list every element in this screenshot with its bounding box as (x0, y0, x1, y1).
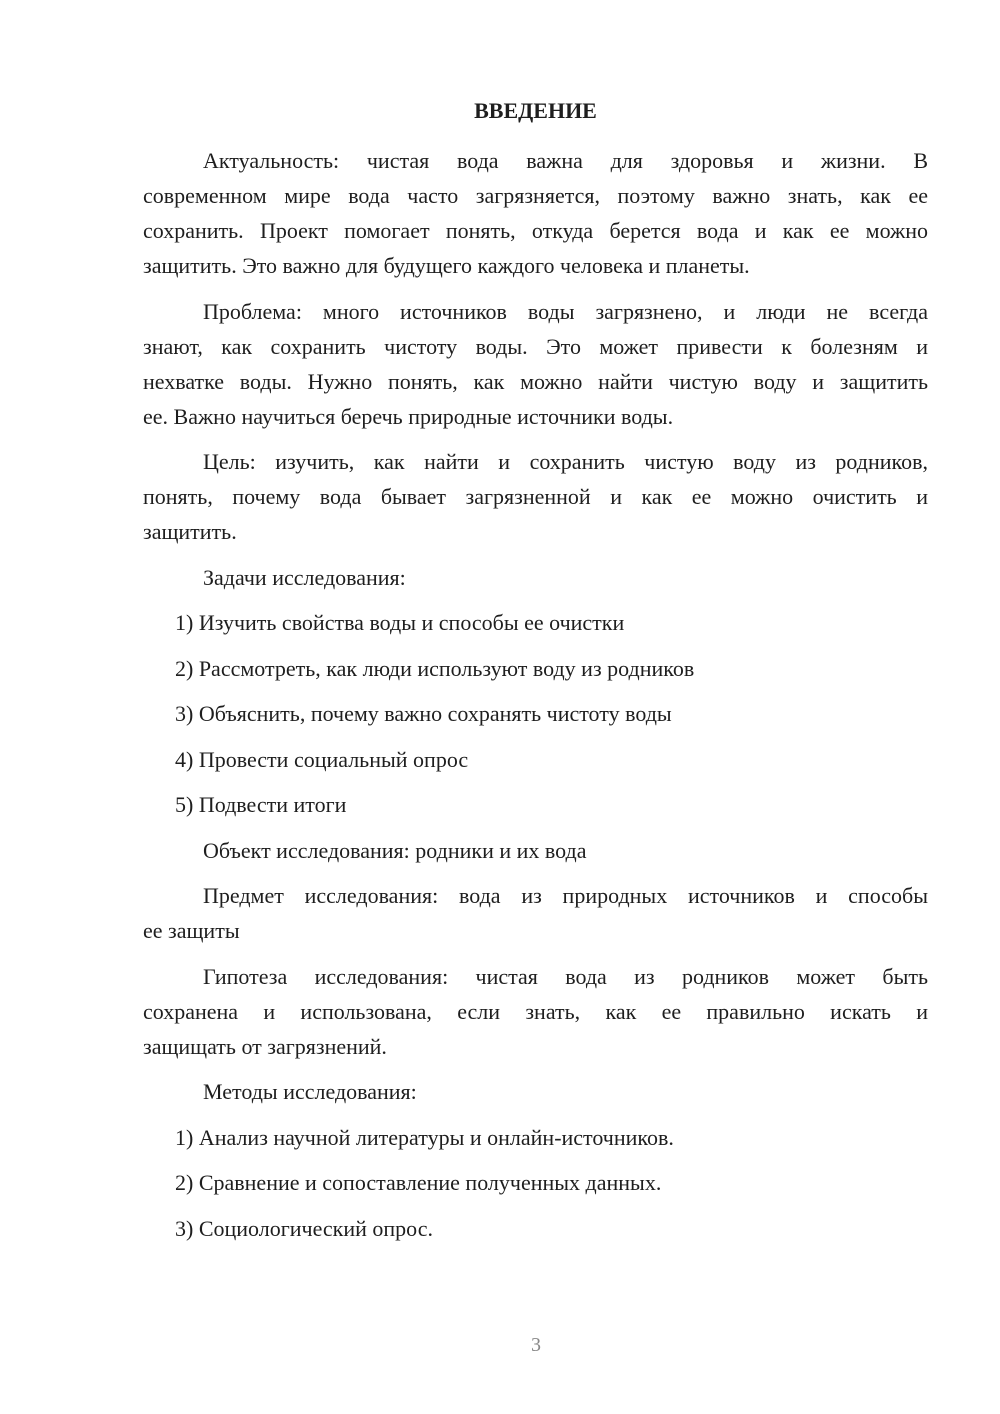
text-line: Методы исследования: (203, 1079, 417, 1104)
text-line: 2) Сравнение и сопоставление полученных данных. (175, 1170, 662, 1195)
paragraph (143, 833, 928, 868)
text-line: сохранена и использована, если знать, как ее правильно искать и (143, 998, 928, 1024)
text-line: 3) Объяснить, почему важно сохранять чистоту воды (175, 701, 672, 726)
text-line: современном мире вода часто загрязняется, поэтому важно знать, как ее (143, 183, 928, 208)
list-item (143, 1211, 928, 1246)
text-line: 5) Подвести итоги (175, 792, 347, 817)
section-title: ВВЕДЕНИЕ (474, 98, 597, 123)
paragraph (143, 143, 928, 283)
list-item (143, 696, 928, 731)
text-line: 3) Социологический опрос. (175, 1215, 433, 1241)
text-line: Проблема: много источников воды загрязнено, и люди не всегда (203, 298, 928, 324)
text-line: знают, как сохранить чистоту воды. Это может привести к болезням и (143, 333, 928, 359)
text-line: ее. Важно научиться беречь природные источники воды. (143, 403, 674, 429)
document-page (143, 93, 928, 1246)
text-line: 1) Анализ научной литературы и онлайн-источников. (175, 1124, 674, 1150)
text-line: Актуальность: чистая вода важна для здоровья и жизни. В (203, 148, 928, 173)
text-line: Предмет исследования: вода из природных источников и способы (203, 883, 928, 908)
text-line: защищать от загрязнений. (143, 1033, 387, 1059)
list-item (143, 787, 928, 822)
paragraph (143, 1074, 928, 1109)
list-item (143, 651, 928, 686)
text-line: Цель: изучить, как найти и сохранить чистую воду из родников, (203, 449, 928, 474)
text-line: Объект исследования: родники и их вода (203, 837, 587, 863)
paragraph (143, 444, 928, 549)
paragraph (143, 878, 928, 948)
text-line: 4) Провести социальный опрос (175, 746, 469, 772)
paragraph (143, 959, 928, 1064)
text-line: Гипотеза исследования: чистая вода из родников может быть (203, 963, 928, 989)
paragraph (143, 560, 928, 595)
text-line: защитить. Это важно для будущего каждого человека и планеты. (143, 253, 750, 278)
text-line: ее защиты (143, 918, 240, 943)
text-line: сохранить. Проект помогает понять, откуда берется вода и как ее можно (143, 218, 928, 243)
list-item (143, 1165, 928, 1200)
text-line: нехватке воды. Нужно понять, как можно найти чистую воду и защитить (143, 368, 928, 394)
text-line: Задачи исследования: (203, 564, 406, 590)
list-item (143, 742, 928, 777)
list-item (143, 605, 928, 640)
text-line: понять, почему вода бывает загрязненной и как ее можно очистить и (143, 484, 928, 509)
text-line: 1) Изучить свойства воды и способы ее очистки (175, 610, 625, 635)
page-number: 3 (531, 1334, 541, 1356)
text-line: 2) Рассмотреть, как люди используют воду из родников (175, 655, 695, 681)
list-item (143, 1120, 928, 1155)
text-line: защитить. (143, 519, 237, 544)
paragraph (143, 294, 928, 434)
document-body (143, 143, 928, 1246)
